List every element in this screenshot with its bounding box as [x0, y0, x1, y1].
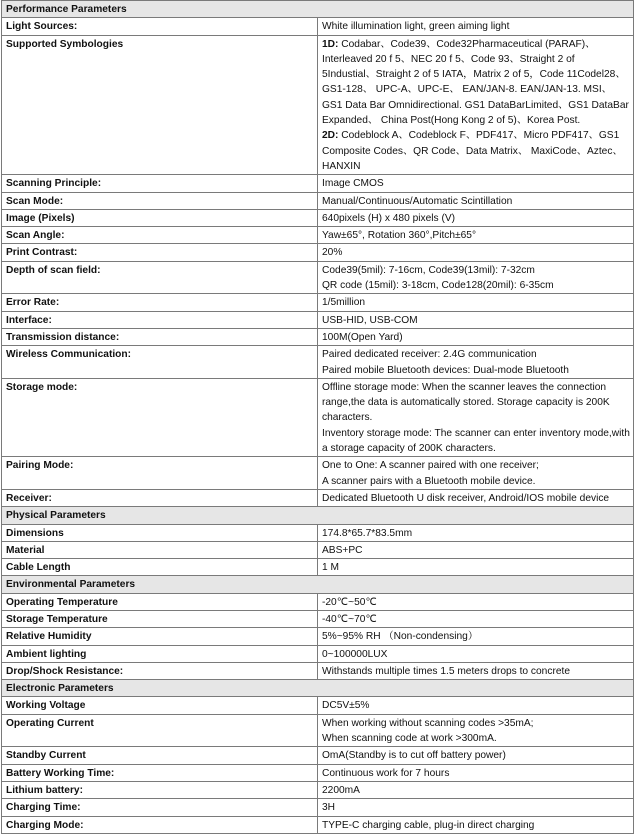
row-label: Pairing Mode: [2, 457, 318, 490]
row-value: TYPE-C charging cable, plug-in direct charging [318, 816, 634, 833]
symbology-2d [322, 128, 630, 174]
row-value: 640pixels (H) x 480 pixels (V) [318, 209, 634, 226]
row-value: 100M(Open Yard) [318, 328, 634, 345]
row-value: 2200mA [318, 781, 634, 798]
symbology-2d-label: 2D: [322, 130, 339, 142]
section-header [2, 576, 634, 593]
row-label: Ambient lighting [2, 645, 318, 662]
row-label: Storage mode: [2, 378, 318, 456]
row-label: Standby Current [2, 747, 318, 764]
table-row [2, 209, 634, 226]
row-value: -40℃~70℃ [318, 610, 634, 627]
row-label: Storage Temperature [2, 610, 318, 627]
section-title-physical: Physical Parameters [2, 507, 634, 524]
row-value: Manual/Continuous/Automatic Scintillation [318, 192, 634, 209]
row-value [318, 457, 634, 490]
table-row [2, 559, 634, 576]
table-row [2, 747, 634, 764]
row-value: -20℃~50℃ [318, 593, 634, 610]
table-row [2, 294, 634, 311]
table-row [2, 346, 634, 379]
row-value-line: When working without scanning codes >35mA; [322, 717, 534, 729]
table-row [2, 799, 634, 816]
row-label: Scan Mode: [2, 192, 318, 209]
section-title-performance: Performance Parameters [2, 1, 634, 18]
row-value-line: Offline storage mode: When the scanner leaves the connection range,the data is automatically stored. Storage capacity is 200K characters. [322, 381, 610, 424]
row-label: Dimensions [2, 524, 318, 541]
section-header [2, 1, 634, 18]
row-value: White illumination light, green aiming light [318, 18, 634, 35]
table-row [2, 311, 634, 328]
row-value [318, 346, 634, 379]
row-value-line: A scanner pairs with a Bluetooth mobile device. [322, 475, 536, 487]
row-value: 3H [318, 799, 634, 816]
row-label: Scanning Principle: [2, 175, 318, 192]
section-header [2, 680, 634, 697]
table-row [2, 18, 634, 35]
row-value: Withstands multiple times 1.5 meters drops to concrete [318, 662, 634, 679]
table-row [2, 541, 634, 558]
table-row [2, 457, 634, 490]
row-label: Image (Pixels) [2, 209, 318, 226]
table-row [2, 524, 634, 541]
row-value [318, 714, 634, 747]
row-value: Continuous work for 7 hours [318, 764, 634, 781]
row-value-line: One to One: A scanner paired with one receiver; [322, 460, 539, 472]
row-value: ABS+PC [318, 541, 634, 558]
row-value: 20% [318, 244, 634, 261]
row-label: Scan Angle: [2, 227, 318, 244]
spec-table [1, 0, 634, 834]
row-value: DC5V±5% [318, 697, 634, 714]
row-label: Wireless Communication: [2, 346, 318, 379]
table-row [2, 645, 634, 662]
row-value [318, 261, 634, 294]
row-label: Cable Length [2, 559, 318, 576]
row-value: USB-HID, USB-COM [318, 311, 634, 328]
row-label: Operating Temperature [2, 593, 318, 610]
row-label: Drop/Shock Resistance: [2, 662, 318, 679]
row-value: 1/5million [318, 294, 634, 311]
row-label: Light Sources: [2, 18, 318, 35]
symbology-1d [322, 37, 630, 129]
row-value: Image CMOS [318, 175, 634, 192]
row-label: Depth of scan field: [2, 261, 318, 294]
table-row [2, 662, 634, 679]
row-label: Charging Mode: [2, 816, 318, 833]
table-row [2, 328, 634, 345]
row-value: Yaw±65°, Rotation 360°,Pitch±65° [318, 227, 634, 244]
row-label: Working Voltage [2, 697, 318, 714]
symbology-2d-text: Codeblock A、Codeblock F、PDF417、Micro PDF417、GS1 Composite Codes、QR Code、Data Matrix、 MaxiCode、Aztec、 HANXIN [322, 130, 623, 172]
row-value-line: When scanning code at work >300mA. [322, 733, 497, 745]
symbology-1d-text: Codabar、Code39、Code32Pharmaceutical (PARAF)、 Interleaved 20 f 5、NEC 20 f 5、Code 93、Straight 2 of 5Industial、Straight 2 of 5 IATA，Matrix 2 of 5，Code 11Codel28、GS1-128、 UPC-A、UPC-E、 EAN/JAN-8. EAN/JAN-13. MSI、GS1 Data Bar Omnidirectional. GS1 DataBarLimited、GS1 DataBar Expanded、 China Post(Hong Kong 2 of 5)、Korea Post. [322, 38, 629, 127]
table-row [2, 781, 634, 798]
table-row [2, 764, 634, 781]
row-label: Lithium battery: [2, 781, 318, 798]
row-value-line: Code39(5mil): 7-16cm, Code39(13mil): 7-32cm [322, 264, 535, 276]
table-row [2, 378, 634, 456]
row-label: Receiver: [2, 489, 318, 506]
section-title-electronic: Electronic Parameters [2, 680, 634, 697]
row-label: Battery Working Time: [2, 764, 318, 781]
table-row [2, 227, 634, 244]
row-value-line: Paired dedicated receiver: 2.4G communication [322, 349, 537, 361]
section-title-environmental: Environmental Parameters [2, 576, 634, 593]
table-row [2, 697, 634, 714]
row-value-line: Inventory storage mode: The scanner can enter inventory mode,with a storage capacity of 200K characters. [322, 427, 630, 455]
table-row [2, 489, 634, 506]
table-row [2, 714, 634, 747]
section-header [2, 507, 634, 524]
row-label: Transmission distance: [2, 328, 318, 345]
row-value: 1 M [318, 559, 634, 576]
table-row [2, 244, 634, 261]
symbology-1d-label: 1D: [322, 38, 339, 50]
row-label: Print Contrast: [2, 244, 318, 261]
row-label: Error Rate: [2, 294, 318, 311]
row-value-line: Paired mobile Bluetooth devices: Dual-mode Bluetooth [322, 364, 569, 376]
row-label: Material [2, 541, 318, 558]
row-label: Operating Current [2, 714, 318, 747]
row-label: Charging Time: [2, 799, 318, 816]
row-value-line: QR code (15mil): 3-18cm, Code128(20mil): 6-35cm [322, 280, 554, 292]
table-row [2, 610, 634, 627]
table-row [2, 816, 634, 833]
row-value: 5%~95% RH （Non-condensing） [318, 628, 634, 645]
row-value: 0~100000LUX [318, 645, 634, 662]
table-row [2, 175, 634, 192]
table-row [2, 35, 634, 175]
row-label: Relative Humidity [2, 628, 318, 645]
table-row [2, 261, 634, 294]
row-value [318, 378, 634, 456]
table-row [2, 593, 634, 610]
row-value: 174.8*65.7*83.5mm [318, 524, 634, 541]
row-value [318, 35, 634, 175]
row-label: Interface: [2, 311, 318, 328]
row-value: OmA(Standby is to cut off battery power) [318, 747, 634, 764]
row-value: Dedicated Bluetooth U disk receiver, Android/IOS mobile device [318, 489, 634, 506]
row-label: Supported Symbologies [2, 35, 318, 175]
table-row [2, 192, 634, 209]
table-row [2, 628, 634, 645]
